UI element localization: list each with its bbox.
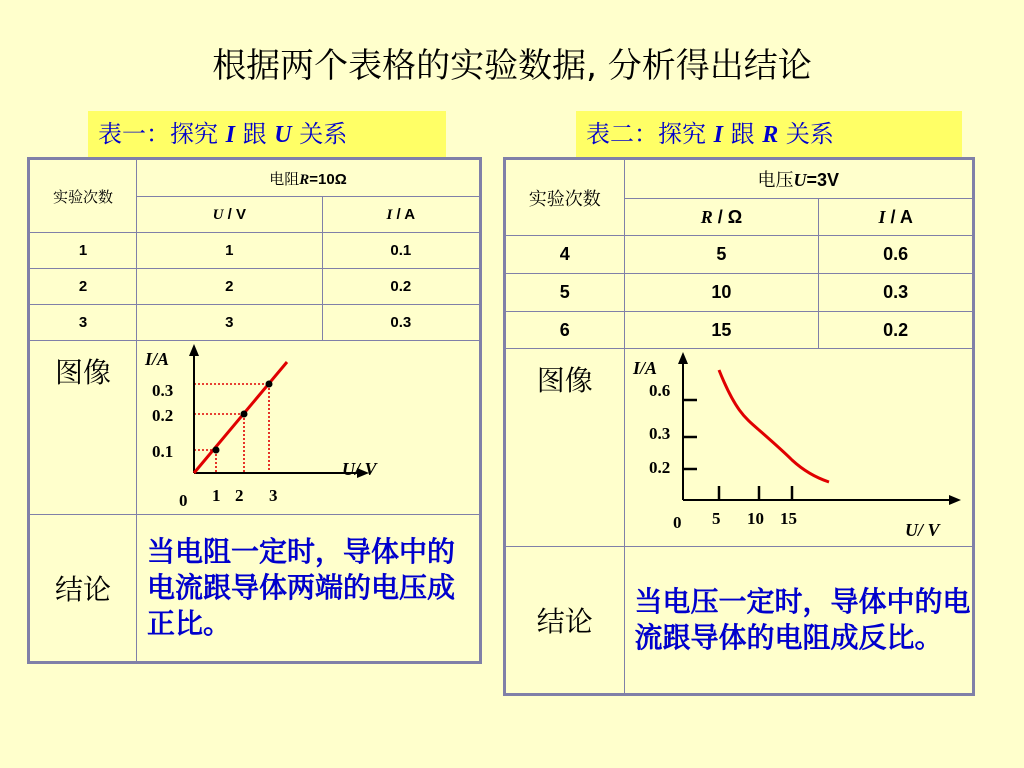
cell-i: 0.2 [322,269,480,305]
graph2 [625,350,971,546]
table2-caption [576,111,962,157]
cell-u: 1 [137,233,323,269]
y-axis-arrow-icon [189,344,199,356]
caption-var: I [713,122,723,148]
ytick-label: 0.6 [648,380,670,400]
col-var: R [700,206,713,227]
table-row [29,269,481,305]
graph1-ylabel: I/A [145,348,170,369]
table-row [505,274,974,312]
caption-prefix: 表二：探究 [586,120,714,148]
conclusion-label: 结论 [29,515,137,663]
page-title: 根据两个表格的实验数据, 分析得出结论 [212,46,812,86]
conclusion-text: 当电压一定时，导体中的电流跟导体的电阻成反比。 [624,547,974,695]
table-row [505,236,974,274]
graph1 [137,342,479,514]
caption-mid: 跟 [234,120,275,148]
fixed-value: =3V [806,170,840,190]
col-header-i [322,197,480,233]
col-unit: / V [223,206,246,223]
col-var: I [878,206,886,227]
graph1-xlabel: U/ V [342,458,377,479]
fixed-label: 电压 [757,170,794,191]
fixed-condition [137,159,481,197]
xtick-label: 3 [269,485,278,505]
xtick-label: 15 [779,508,797,528]
caption-var: U [274,122,292,148]
origin-label: 0 [179,490,188,510]
graph1-cell [137,341,481,515]
data-point [213,446,220,453]
col-header-u [137,197,323,233]
cell-u: 2 [137,269,323,305]
table-row [505,312,974,349]
graph2-curve [719,370,829,482]
graph2-xlabel: U/ V [904,519,940,540]
col-header-r [624,199,819,236]
data-point [266,380,273,387]
cell-i: 0.2 [819,312,974,349]
graph-label: 图像 [505,349,625,547]
caption-suffix: 关系 [291,120,348,148]
cell-i: 0.6 [819,236,974,274]
cell-trial: 3 [29,305,137,341]
xtick-label: 5 [711,508,720,528]
table1 [27,157,482,664]
xtick-label: 2 [235,485,244,505]
col-var: U [212,207,224,223]
cell-trial: 1 [29,233,137,269]
fixed-var: U [793,170,807,190]
x-axis-arrow-icon [949,495,961,505]
cell-i: 0.1 [322,233,480,269]
cell-r: 10 [624,274,819,312]
conclusion-text: 当电阻一定时，导体中的电流跟导体两端的电压成正比。 [137,515,481,663]
ytick-label: 0.1 [152,441,174,461]
table-row [29,305,481,341]
col-header-i [819,199,974,236]
cell-r: 15 [624,312,819,349]
caption-suffix: 关系 [778,120,834,148]
table2 [503,157,975,696]
cell-trial: 2 [29,269,137,305]
cell-trial: 5 [505,274,625,312]
table1-caption [88,111,446,157]
table-row [29,233,481,269]
xtick-label: 1 [212,485,221,505]
col-var: I [386,207,393,223]
caption-prefix: 表一：探究 [98,120,226,148]
caption-var: R [762,122,779,148]
cell-i: 0.3 [322,305,480,341]
fixed-value: =10Ω [309,170,347,188]
graph1-line [194,362,287,473]
ytick-label: 0.2 [648,457,670,477]
ytick-label: 0.2 [152,405,174,425]
cell-trial: 4 [505,236,625,274]
col-unit: / Ω [712,206,743,227]
y-axis-arrow-icon [678,352,688,364]
data-point [241,410,248,417]
graph2-ylabel: I/A [632,357,657,378]
ytick-label: 0.3 [648,423,670,443]
conclusion-label: 结论 [505,547,625,695]
origin-label: 0 [672,512,681,532]
caption-mid: 跟 [722,120,763,148]
fixed-label: 电阻 [269,169,300,188]
cell-u: 3 [137,305,323,341]
graph2-cell [624,349,974,547]
xtick-label: 10 [746,508,764,528]
cell-i: 0.3 [819,274,974,312]
ytick-label: 0.3 [152,380,174,400]
fixed-var: R [299,171,310,188]
caption-var: I [225,122,235,148]
graph-label: 图像 [29,341,137,515]
ytick-marks [683,400,792,500]
cell-r: 5 [624,236,819,274]
row-header: 实验次数 [29,159,137,233]
col-unit: / A [885,206,913,227]
fixed-condition [624,159,974,199]
col-unit: / A [392,206,416,223]
row-header: 实验次数 [505,159,625,236]
cell-trial: 6 [505,312,625,349]
